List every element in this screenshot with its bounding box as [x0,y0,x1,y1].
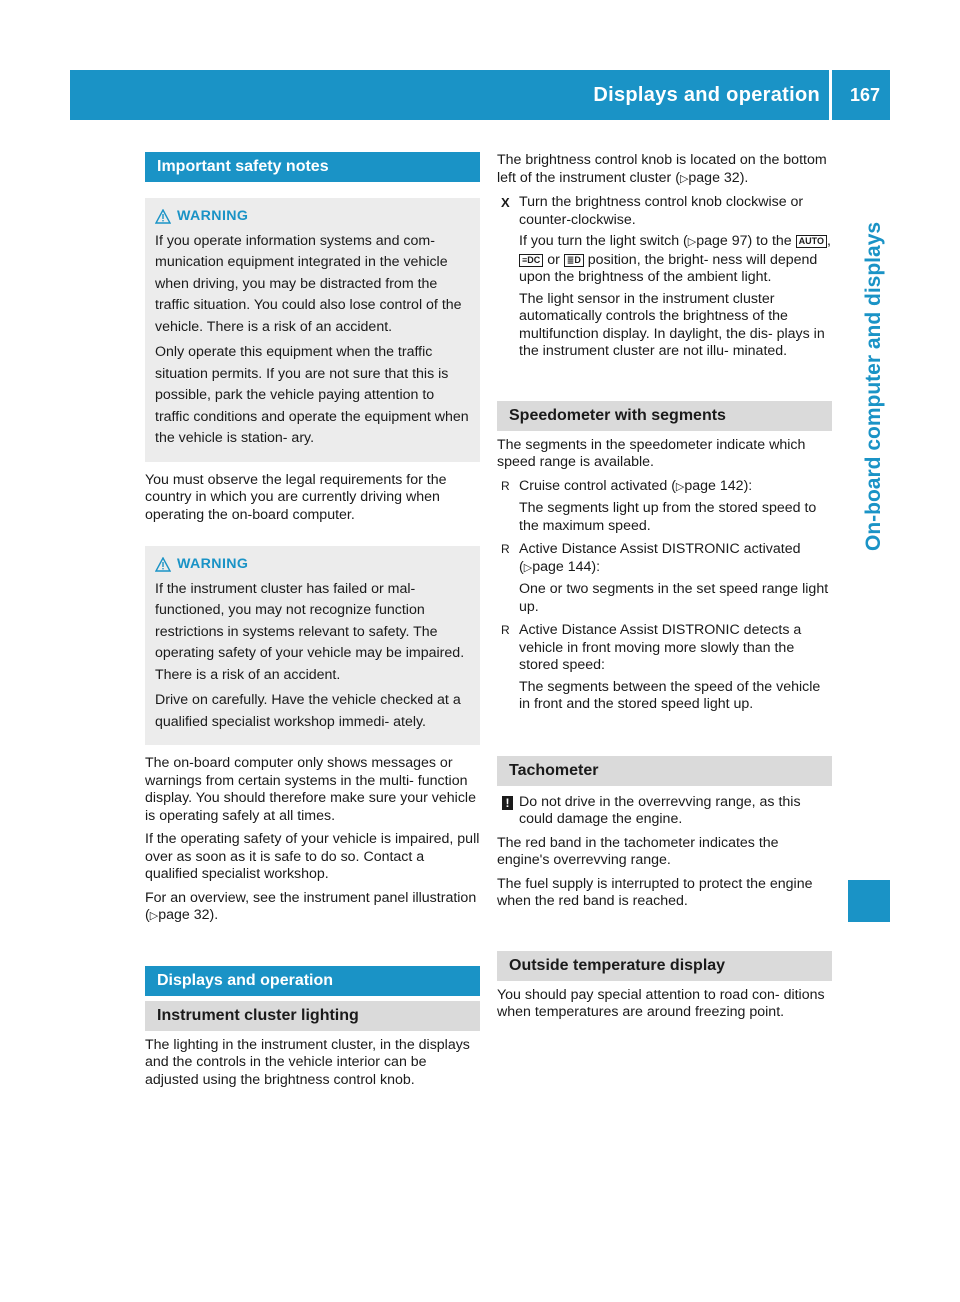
instruction-step: X Turn the brightness control knob clockwise or counter-clockwise. If you turn the light switch (▷page 97) to the AUTO , ≡DC or ≣D position, the bright- ness will depend upon the brightness of the ambient light. The light sensor in the instrument cluster automatically controls the brightness of the multifunction display. In daylight, the dis- plays in the instrument cluster are not illu- minated. [501,194,831,359]
page-ref-icon: ▷ [675,480,685,493]
warning-text: If you operate information systems and com- munication equipment integrated in the vehicle when driving, you may be distracted from the traffic situation. You could also lose control of the vehicle. There is a risk of an accident. [155,232,462,335]
side-tab-label: On-board computer and displays [862,222,885,552]
outside-temp-heading: Outside temperature display [497,951,832,981]
page-ref-icon: ▷ [149,910,159,922]
auto-light-icon: AUTO [796,235,827,248]
warning-box-1 [145,198,480,462]
lighting-heading: Instrument cluster lighting [145,1001,480,1031]
paragraph: You must observe the legal requirements for the country in which you are currently driving when operating the on-board computer. [145,471,447,523]
tachometer-heading: Tachometer [497,756,832,786]
paragraph: For an overview, see the instrument panel illustration (▷page 32). [145,889,477,923]
low-beam-icon: ≣D [564,254,584,267]
speedometer-heading: Speedometer with segments [497,401,832,431]
side-tab-marker [848,880,890,922]
list-item: R Active Distance Assist DISTRONIC detects a vehicle in front moving more slowly than the stored speed: The segments between the speed of the vehicle in front and the stored speed light up. [501,622,821,712]
bullet-icon: R [501,478,510,493]
paragraph: The segments in the speedometer indicate which speed range is available. [497,436,806,470]
paragraph: The fuel supply is interrupted to protect the engine when the red band is reached. [497,875,813,909]
page-reference-link[interactable]: page 144 [532,558,592,575]
paragraph: The lighting in the instrument cluster, in the displays and the controls in the vehicle interior can be adjusted using the brightness control knob. [145,1036,470,1088]
bullet-icon: R [501,542,510,556]
warning-title: WARNING [155,206,472,228]
list-item: R Cruise control activated (▷page 142): The segments light up from the stored speed to the maximum speed. [501,477,817,534]
page-header [70,70,890,120]
warning-box-2 [145,546,480,745]
exclamation-icon: ! [502,796,513,810]
page-ref-icon: ▷ [679,172,689,185]
page-reference-link[interactable]: page 142 [684,477,744,494]
warning-text: Drive on carefully. Have the vehicle checked at a qualified specialist workshop immedi- ately. [155,692,461,730]
section-title: Displays and operation [593,84,820,106]
bullet-icon: R [501,623,510,637]
page-reference-link[interactable]: page 32 [688,169,740,186]
displays-heading: Displays and operation [145,966,480,996]
safety-heading: Important safety notes [145,152,480,182]
notice-item: ! Do not drive in the overrevving range, as this could damage the engine. [497,794,832,829]
page-ref-icon: ▷ [687,236,697,248]
paragraph: If the operating safety of your vehicle is impaired, pull over as soon as it is safe to do so. Contact a qualified specialist workshop. [145,831,480,882]
list-item: R Active Distance Assist DISTRONIC activated (▷page 144): One or two segments in the set speed range light up. [501,541,829,615]
page-ref-icon: ▷ [523,561,533,574]
warning-text: If the instrument cluster has failed or mal- functioned, you may not recognize function restrictions in systems relevant to safety. The operating safety of your vehicle may be impaired. There is a risk of an accident. [155,580,465,683]
header-divider [829,70,832,120]
paragraph: The red band in the tachometer indicates the engine's overrevving range. [497,834,779,868]
paragraph: The on-board computer only shows messages or warnings from certain systems in the multi- function display. You should therefore make sure your vehicle is operating safely at all times. [145,755,476,824]
paragraph: The brightness control knob is located on the bottom left of the instrument cluster (▷page 32). [497,152,827,186]
parking-light-icon: ≡DC [519,254,543,267]
warning-triangle-icon [155,557,171,572]
page-reference-link[interactable]: page 32 [158,907,210,923]
page-reference-link[interactable]: page 97 [696,233,748,249]
warning-text: Only operate this equipment when the traffic situation permits. If you are not sure that this is possible, park the vehicle paying attention to traffic conditions and operate the equipment when the vehicle is station- ary. [155,344,469,446]
page-number: 167 [849,85,880,105]
paragraph: You should pay special attention to road con- ditions when temperatures are around freezing point. [497,986,825,1020]
warning-title: WARNING [155,554,472,576]
step-marker-icon: X [501,195,510,210]
warning-triangle-icon [155,209,171,224]
left-column [145,152,480,1095]
right-column [497,152,832,1028]
